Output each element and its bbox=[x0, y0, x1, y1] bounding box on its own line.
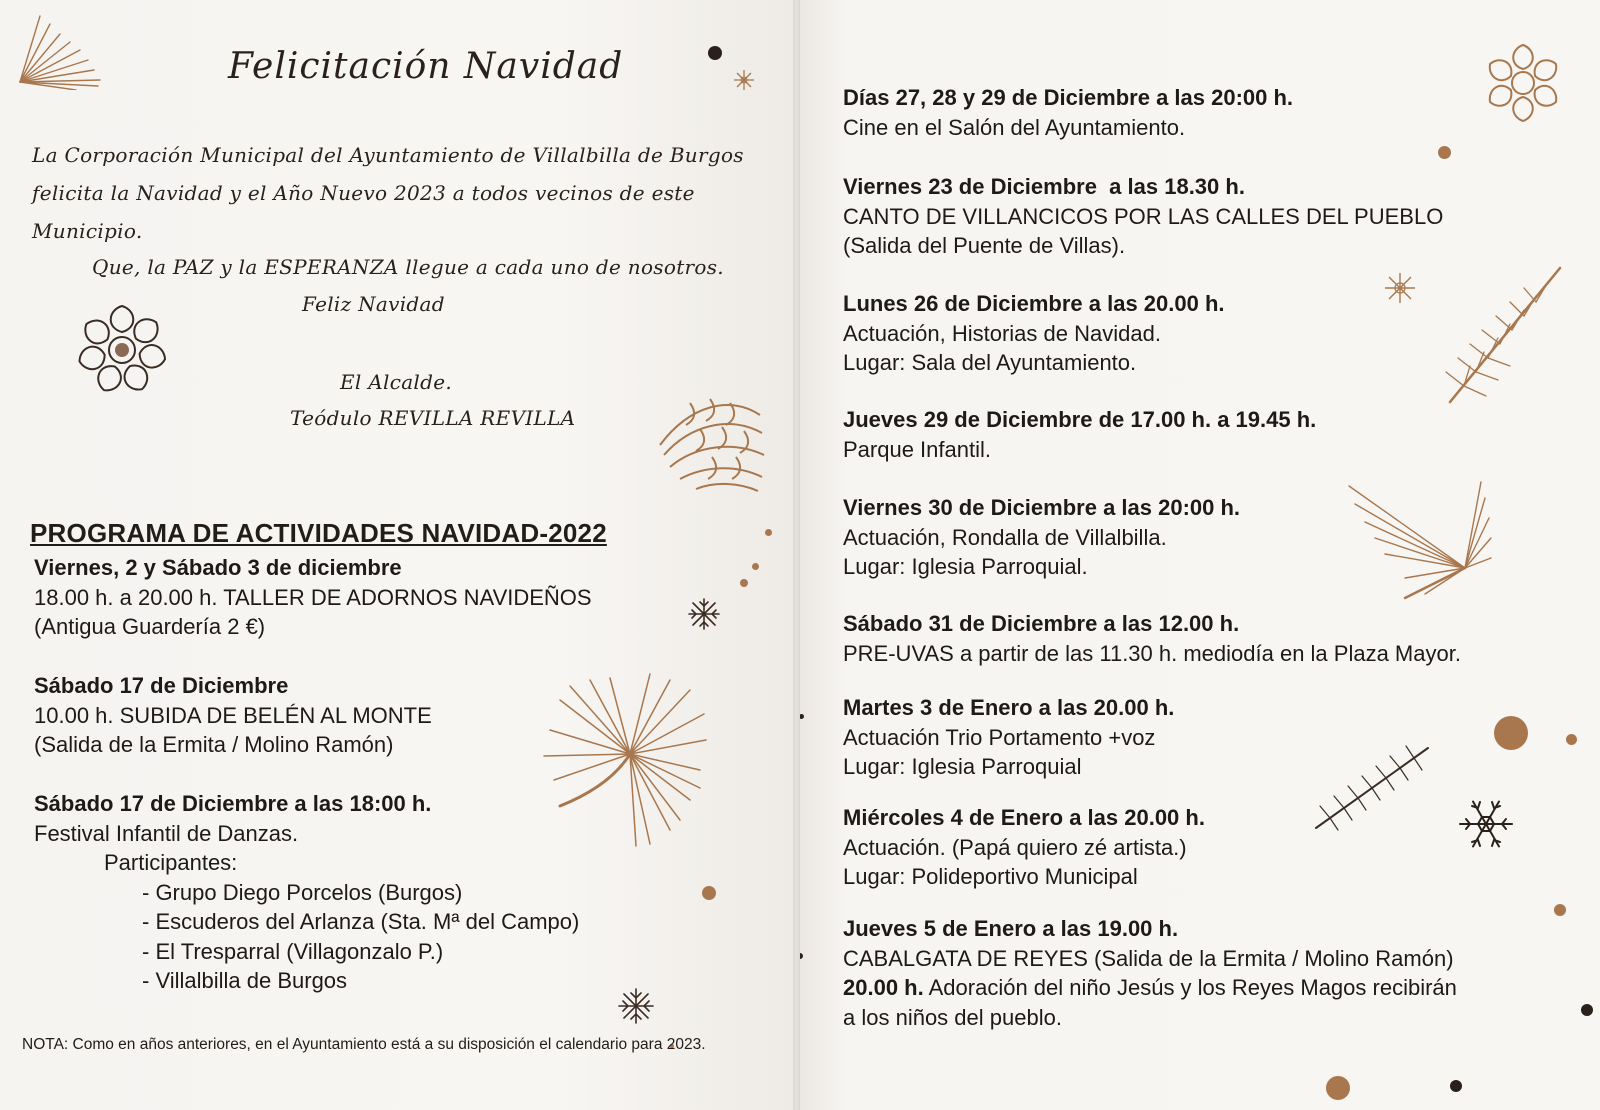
participant-item: - Grupo Diego Porcelos (Burgos) bbox=[142, 879, 463, 905]
snowflake-icon bbox=[1456, 794, 1516, 854]
decor-dot bbox=[800, 953, 803, 959]
participant-item: - Escuderos del Arlanza (Sta. Mª del Campo) bbox=[142, 909, 580, 934]
activity-entry bbox=[843, 493, 1240, 582]
activity-date: Sábado 17 de Diciembre a las 18:00 h. bbox=[34, 791, 432, 816]
snowflake-icon bbox=[686, 596, 722, 632]
decor-dot bbox=[800, 714, 804, 719]
activity-entry bbox=[843, 289, 1225, 378]
activity-detail: Cine en el Salón del Ayuntamiento. bbox=[843, 114, 1186, 140]
decor-dot bbox=[1326, 1076, 1350, 1100]
activity-detail: Actuación, Rondalla de Villalbilla. bbox=[843, 524, 1167, 550]
pine-branch-icon bbox=[1440, 262, 1570, 412]
decor-dot bbox=[1554, 904, 1566, 916]
signature-name: Teódulo REVILLA REVILLA bbox=[290, 406, 576, 430]
decor-dot bbox=[1450, 1080, 1462, 1092]
signature-role: El Alcalde. bbox=[340, 370, 453, 394]
activity-entry bbox=[843, 172, 1443, 261]
decor-dot bbox=[1438, 146, 1451, 159]
activity-date: Sábado 31 de Diciembre a las 12.00 h. bbox=[843, 611, 1240, 636]
activity-detail: (Antigua Guardería 2 €) bbox=[34, 614, 266, 639]
activity-detail: Lugar: Polideportivo Municipal bbox=[843, 864, 1138, 889]
activity-entry bbox=[843, 405, 1316, 464]
snowflake-icon bbox=[732, 68, 756, 92]
activity-date: Sábado 17 de Diciembre bbox=[34, 673, 289, 698]
decor-dot bbox=[702, 886, 716, 900]
activity-entry bbox=[843, 693, 1174, 782]
activity-detail: (Salida de la Ermita / Molino Ramón) bbox=[34, 732, 394, 757]
pine-branch-icon bbox=[14, 10, 106, 90]
activity-entry bbox=[34, 671, 432, 760]
activity-detail: Actuación. (Papá quiero zé artista.) bbox=[843, 834, 1187, 860]
decor-dot bbox=[765, 529, 772, 536]
participants-label: Participantes: bbox=[104, 850, 238, 875]
activity-detail: a los niños del pueblo. bbox=[843, 1004, 1062, 1030]
greeting-wish: Que, la PAZ y la ESPERANZA llegue a cada uno de nosotros. bbox=[92, 255, 724, 279]
activity-entry bbox=[843, 609, 1461, 668]
snowflake-icon bbox=[1382, 270, 1418, 306]
pine-branch-icon bbox=[1310, 742, 1434, 834]
activity-detail: CABALGATA DE REYES (Salida de la Ermita / Molino Ramón) bbox=[843, 945, 1454, 971]
activity-date: Viernes 23 de Diciembre a las 18.30 h. bbox=[843, 174, 1245, 199]
snowflake-icon bbox=[616, 986, 656, 1026]
decor-dot bbox=[1566, 734, 1577, 745]
footer-note: NOTA: Como en años anteriores, en el Ayuntamiento está a su disposición el calendario para 2023. bbox=[22, 1036, 706, 1053]
greeting-title: Felicitación Navidad bbox=[228, 46, 624, 87]
participant-item: - El Tresparral (Villagonzalo P.) bbox=[142, 938, 444, 964]
activity-detail: PRE-UVAS a partir de las 11.30 h. mediodía en la Plaza Mayor. bbox=[843, 640, 1461, 666]
activity-detail: Festival Infantil de Danzas. bbox=[34, 820, 299, 846]
activity-detail: CANTO DE VILLANCICOS POR LAS CALLES DEL PUEBLO bbox=[843, 203, 1444, 229]
activity-detail: (Salida del Puente de Villas). bbox=[843, 233, 1126, 258]
activity-entry bbox=[843, 914, 1457, 1032]
activity-detail: 18.00 h. a 20.00 h. TALLER DE ADORNOS NAVIDEÑOS bbox=[34, 584, 592, 610]
activity-date: Viernes 30 de Diciembre a las 20:00 h. bbox=[843, 495, 1241, 520]
pinecone-icon bbox=[1480, 40, 1566, 126]
greeting-body: La Corporación Municipal del Ayuntamiento de Villalbilla de Burgos felicita la Navidad y el Año Nuevo 2023 a todos vecinos de este Municipio. bbox=[32, 143, 744, 243]
pinecone-icon bbox=[72, 300, 172, 400]
activity-entry bbox=[843, 803, 1205, 892]
activity-detail: Lugar: Iglesia Parroquial. bbox=[843, 554, 1088, 579]
participant-item: - Villalbilla de Burgos bbox=[142, 968, 348, 993]
program-title: PROGRAMA DE ACTIVIDADES NAVIDAD-2022 bbox=[30, 518, 607, 548]
activity-detail-combined bbox=[843, 973, 1457, 1003]
page-fold bbox=[793, 0, 800, 1110]
activity-detail: Lugar: Iglesia Parroquial bbox=[843, 754, 1082, 779]
activity-entry bbox=[34, 553, 592, 642]
activity-date: Martes 3 de Enero a las 20.00 h. bbox=[843, 695, 1175, 720]
activity-detail: Parque Infantil. bbox=[843, 436, 991, 462]
decor-dot bbox=[1494, 716, 1528, 750]
activity-detail: Lugar: Sala del Ayuntamiento. bbox=[843, 350, 1137, 375]
activity-date: Viernes, 2 y Sábado 3 de diciembre bbox=[34, 555, 402, 580]
greeting-feliz: Feliz Navidad bbox=[302, 292, 445, 316]
activity-time: 20.00 h. bbox=[843, 975, 924, 1000]
decor-dot bbox=[1581, 1004, 1593, 1016]
left-page bbox=[0, 0, 793, 1110]
pinecone-icon bbox=[650, 385, 770, 500]
activity-date: Jueves 5 de Enero a las 19.00 h. bbox=[843, 916, 1179, 941]
activity-detail: Adoración del niño Jesús y los Reyes Magos recibirán bbox=[923, 975, 1457, 1000]
activity-detail: 10.00 h. SUBIDA DE BELÉN AL MONTE bbox=[34, 702, 432, 728]
decor-dot bbox=[740, 579, 748, 587]
activity-date: Días 27, 28 y 29 de Diciembre a las 20:00 h. bbox=[843, 85, 1294, 110]
activity-entry bbox=[843, 83, 1293, 142]
activity-entry bbox=[34, 789, 579, 996]
activity-detail: Actuación, Historias de Navidad. bbox=[843, 320, 1161, 346]
activity-date: Lunes 26 de Diciembre a las 20.00 h. bbox=[843, 291, 1225, 316]
pine-branch-icon bbox=[1345, 468, 1495, 608]
decor-dot bbox=[708, 46, 722, 60]
activity-date: Miércoles 4 de Enero a las 20.00 h. bbox=[843, 805, 1205, 830]
activity-detail: Actuación Trio Portamento +voz bbox=[843, 724, 1156, 750]
activity-date: Jueves 29 de Diciembre de 17.00 h. a 19.45 h. bbox=[843, 407, 1317, 432]
decor-dot bbox=[752, 563, 759, 570]
